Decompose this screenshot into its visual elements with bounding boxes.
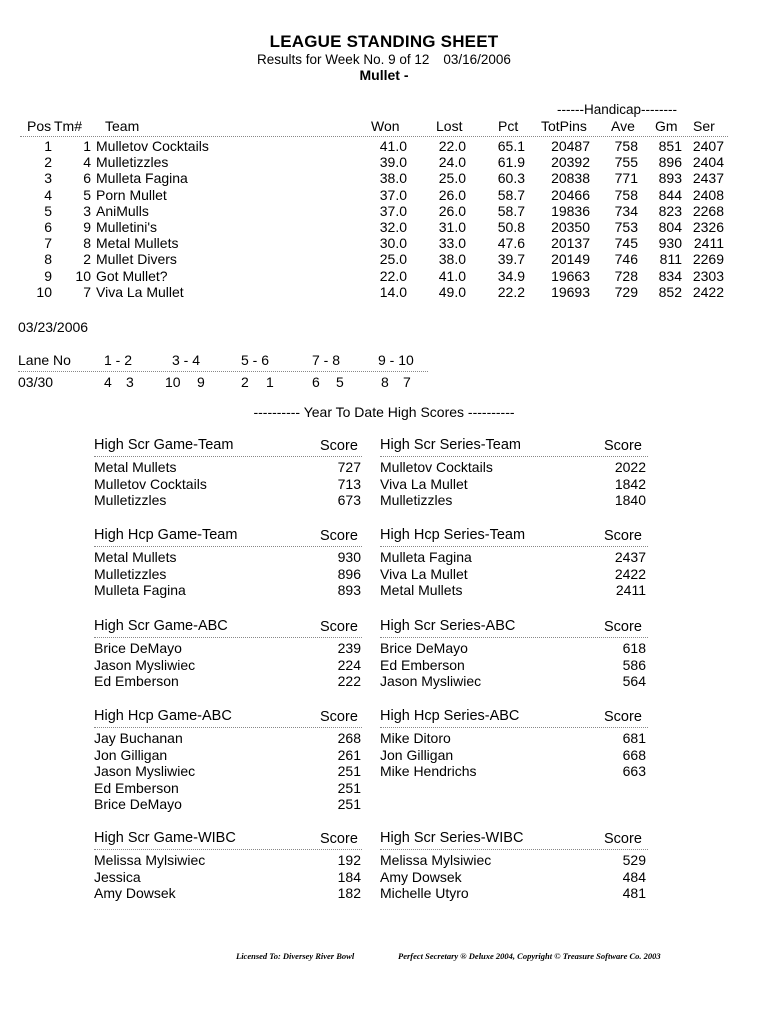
ytd-entry-score: 2022: [614, 459, 646, 475]
pairing-team: 8: [381, 374, 389, 390]
cell-tm: 2: [83, 251, 91, 268]
ytd-entry-name: Metal Mullets: [94, 459, 177, 475]
lane-pair-3: 5 - 6: [241, 352, 270, 368]
pairing-team: 4: [104, 374, 112, 390]
cell-won: 25.0: [379, 251, 407, 268]
cell-ser: 2411: [693, 235, 724, 252]
ytd-entry-name: Mike Hendrichs: [380, 763, 477, 779]
page-title: LEAGUE STANDING SHEET: [269, 32, 499, 51]
standings-header-row: [0, 118, 768, 134]
ytd-section-rule: [380, 727, 648, 728]
ytd-entry-name: Jessica: [94, 868, 141, 885]
ytd-entry-score: 618: [622, 640, 646, 656]
standings-row: [0, 170, 768, 186]
cell-ave: 728: [614, 267, 638, 284]
ytd-section-title: High Hcp Game-ABC: [94, 708, 232, 724]
cell-tm: 4: [83, 154, 91, 171]
results-week-label: Results for Week No. 9 of 12: [257, 52, 430, 67]
ytd-section-rule: [94, 456, 362, 457]
cell-pct: 34.9: [497, 267, 525, 284]
cell-tm: 6: [83, 170, 91, 187]
cell-lost: 41.0: [438, 267, 466, 284]
cell-won: 39.0: [379, 154, 407, 171]
cell-tm: 7: [83, 283, 91, 300]
cell-ave: 745: [614, 235, 638, 252]
ytd-entry-score: 261: [337, 746, 361, 763]
ytd-entry-score: 681: [622, 730, 646, 746]
ytd-entry-name: Mulletov Cocktails: [380, 459, 493, 475]
cell-ave: 729: [614, 283, 638, 300]
cell-lost: 24.0: [438, 154, 466, 171]
ytd-score-label: Score: [604, 438, 642, 454]
ytd-entry-score: 239: [337, 640, 361, 656]
ytd-entry-name: Mulletov Cocktails: [94, 475, 207, 492]
column-header-totpins: TotPins: [541, 118, 587, 134]
cell-won: 37.0: [379, 186, 407, 203]
ytd-entry-score: 713: [337, 475, 361, 492]
standings-row: [0, 138, 768, 154]
ytd-score-label: Score: [320, 619, 358, 635]
ytd-entry-name: Metal Mullets: [380, 582, 463, 598]
cell-team: Mullet Divers: [96, 251, 177, 268]
ytd-entry-name: Ed Emberson: [94, 673, 179, 689]
pairing-team: 2: [241, 374, 249, 390]
ytd-entry-name: Ed Emberson: [380, 656, 465, 673]
lane-rule: [18, 371, 428, 372]
ytd-section-title: High Scr Series-ABC: [380, 618, 516, 634]
ytd-score-label: Score: [604, 528, 642, 544]
ytd-entry-score: 673: [337, 492, 361, 508]
cell-ser: 2268: [692, 202, 724, 219]
ytd-entry-name: Michelle Utyro: [380, 885, 469, 901]
cell-ave: 734: [614, 202, 638, 219]
ytd-section-title: High Hcp Game-Team: [94, 527, 238, 543]
cell-gm: 823: [658, 202, 682, 219]
cell-gm: 852: [658, 283, 682, 300]
cell-pct: 60.3: [497, 170, 525, 187]
ytd-score-label: Score: [604, 831, 642, 847]
cell-totpins: 19663: [551, 267, 590, 284]
lane-pair-5: 9 - 10: [378, 352, 414, 368]
cell-gm: 844: [658, 186, 682, 203]
cell-gm: 834: [658, 267, 682, 284]
ytd-entry-name: Viva La Mullet: [380, 475, 468, 492]
cell-pos: 10: [36, 283, 52, 300]
cell-pct: 65.1: [497, 138, 525, 154]
cell-totpins: 20487: [551, 138, 590, 154]
standings-row: [0, 268, 768, 284]
pairing-week-date: 03/30: [18, 374, 54, 390]
column-header-pct: Pct: [498, 118, 519, 134]
cell-pos: 6: [44, 219, 52, 235]
ytd-score-label: Score: [320, 709, 358, 725]
ytd-entry-name: Melissa Mylsiwiec: [380, 852, 492, 868]
ytd-entry-score: 268: [337, 730, 361, 746]
cell-lost: 38.0: [438, 251, 466, 268]
ytd-entry-name: Mulletizzles: [380, 492, 453, 508]
cell-team: Metal Mullets: [96, 235, 179, 252]
column-header-lost: Lost: [436, 118, 463, 134]
cell-ave: 771: [614, 170, 638, 187]
cell-lost: 33.0: [438, 235, 466, 252]
cell-tm: 1: [83, 138, 91, 154]
footer-licensed: Licensed To: Diversey River Bowl: [236, 951, 355, 961]
ytd-section-rule: [380, 637, 648, 638]
cell-totpins: 20137: [551, 235, 590, 252]
ytd-section-rule: [380, 546, 648, 547]
cell-totpins: 20466: [551, 186, 590, 203]
pairing-team: 9: [197, 374, 205, 390]
ytd-entry-name: Mike Ditoro: [380, 730, 451, 746]
standings-row: [0, 203, 768, 219]
cell-pct: 39.7: [497, 251, 525, 268]
lane-pair-4: 7 - 8: [312, 352, 341, 368]
footer-copyright: Perfect Secretary ® Deluxe 2004, Copyright © Treasure Software Co. 2003: [398, 951, 661, 961]
ytd-score-label: Score: [320, 831, 358, 847]
cell-totpins: 19836: [551, 202, 590, 219]
cell-pos: 7: [44, 235, 52, 252]
handicap-label: ------Handicap--------: [557, 102, 677, 117]
lane-pair-1: 1 - 2: [104, 352, 133, 368]
cell-pos: 3: [44, 170, 52, 187]
ytd-entry-score: 2411: [615, 582, 646, 598]
ytd-entry-score: 727: [337, 459, 361, 475]
ytd-entry-score: 484: [622, 868, 646, 885]
ytd-entry-name: Jason Mysliwiec: [380, 673, 482, 689]
results-subtitle: [0, 52, 768, 67]
lane-pair-2: 3 - 4: [172, 352, 201, 368]
cell-ser: 2303: [692, 267, 724, 284]
ytd-entry-score: 184: [337, 868, 361, 885]
ytd-section-rule: [380, 849, 648, 850]
ytd-section-title: High Hcp Series-Team: [380, 527, 526, 543]
cell-pos: 2: [44, 154, 52, 171]
cell-won: 22.0: [379, 267, 407, 284]
cell-team: Mulletov Cocktails: [96, 138, 209, 154]
ytd-entry-score: 251: [337, 779, 361, 796]
cell-tm: 10: [75, 267, 91, 284]
column-header-gm: Gm: [655, 118, 678, 134]
column-header-pos: Pos: [27, 118, 52, 134]
ytd-section-title: High Scr Game-ABC: [94, 618, 228, 634]
standings-row: [0, 251, 768, 267]
cell-totpins: 20149: [551, 251, 590, 268]
cell-gm: 811: [659, 251, 682, 268]
ytd-score-label: Score: [320, 528, 358, 544]
cell-pct: 61.9: [497, 154, 525, 171]
ytd-entry-score: 251: [337, 796, 361, 812]
cell-pos: 5: [44, 202, 52, 219]
ytd-section-rule: [380, 456, 648, 457]
ytd-entry-score: 192: [337, 852, 361, 868]
cell-team: Viva La Mullet: [96, 283, 184, 300]
cell-pct: 50.8: [497, 219, 525, 235]
column-header-ave: Ave: [611, 118, 635, 134]
pairing-team: 1: [266, 374, 274, 390]
ytd-entry-score: 896: [337, 565, 361, 582]
cell-won: 37.0: [379, 202, 407, 219]
cell-ave: 758: [614, 138, 638, 154]
ytd-score-label: Score: [320, 438, 358, 454]
cell-won: 30.0: [379, 235, 407, 252]
cell-team: Porn Mullet: [96, 186, 167, 203]
cell-team: Mulleta Fagina: [96, 170, 188, 187]
ytd-section-rule: [94, 637, 362, 638]
ytd-entry-score: 182: [337, 885, 361, 901]
cell-won: 14.0: [379, 283, 407, 300]
ytd-section-rule: [94, 727, 362, 728]
column-header-won: Won: [371, 118, 400, 134]
cell-tm: 9: [83, 219, 91, 235]
ytd-entry-name: Amy Dowsek: [94, 885, 176, 901]
cell-won: 32.0: [379, 219, 407, 235]
cell-ser: 2422: [692, 283, 724, 300]
cell-lost: 22.0: [438, 138, 466, 154]
cell-lost: 49.0: [438, 283, 466, 300]
pairing-team: 3: [126, 374, 134, 390]
lane-label: Lane No: [18, 352, 71, 368]
ytd-entry-name: Jay Buchanan: [94, 730, 183, 746]
ytd-section-rule: [94, 849, 362, 850]
ytd-entry-name: Metal Mullets: [94, 549, 177, 565]
ytd-entry-name: Mulletizzles: [94, 492, 167, 508]
ytd-entry-name: Viva La Mullet: [380, 565, 468, 582]
cell-lost: 26.0: [438, 186, 466, 203]
cell-pos: 9: [44, 267, 52, 284]
cell-pct: 58.7: [497, 202, 525, 219]
cell-ave: 746: [614, 251, 638, 268]
ytd-entry-score: 1842: [614, 475, 646, 492]
standings-header-rule: [20, 136, 728, 137]
ytd-entry-name: Melissa Mylsiwiec: [94, 852, 206, 868]
ytd-entry-name: Jon Gilligan: [94, 746, 168, 763]
column-header-team: Team: [105, 118, 140, 134]
cell-won: 41.0: [379, 138, 407, 154]
ytd-entry-score: 251: [337, 763, 361, 779]
ytd-entry-name: Mulleta Fagina: [94, 582, 186, 598]
standings-row: [0, 235, 768, 251]
cell-team: Got Mullet?: [96, 267, 168, 284]
ytd-entry-name: Brice DeMayo: [94, 640, 182, 656]
cell-pos: 8: [44, 251, 52, 268]
cell-ser: 2404: [692, 154, 724, 171]
cell-ser: 2326: [692, 219, 724, 235]
cell-pct: 47.6: [497, 235, 525, 252]
cell-totpins: 20392: [551, 154, 590, 171]
league-name: Mullet -: [359, 67, 409, 83]
ytd-score-label: Score: [604, 619, 642, 635]
cell-gm: 930: [658, 235, 682, 252]
ytd-section-title: High Hcp Series-ABC: [380, 708, 520, 724]
pairing-team: 7: [403, 374, 411, 390]
ytd-section-title: High Scr Game-WIBC: [94, 830, 236, 846]
ytd-entry-name: Jason Mysliwiec: [94, 763, 196, 779]
ytd-entry-name: Mulletizzles: [94, 565, 167, 582]
column-header-ser: Ser: [693, 118, 715, 134]
cell-tm: 5: [83, 186, 91, 203]
cell-ser: 2437: [692, 170, 724, 187]
cell-ser: 2408: [692, 186, 724, 203]
ytd-entry-score: 668: [622, 746, 646, 763]
column-header-tm: Tm#: [54, 118, 82, 134]
cell-lost: 31.0: [438, 219, 466, 235]
cell-ser: 2269: [692, 251, 724, 268]
results-date: 03/16/2006: [443, 52, 511, 67]
cell-team: Mulletini's: [96, 219, 158, 235]
cell-tm: 3: [83, 202, 91, 219]
cell-totpins: 20350: [551, 219, 590, 235]
ytd-section-title: High Scr Series-Team: [380, 437, 522, 453]
ytd-entry-score: 2437: [614, 549, 646, 565]
cell-gm: 893: [658, 170, 682, 187]
ytd-entry-name: Amy Dowsek: [380, 868, 462, 885]
ytd-section-title: High Scr Series-WIBC: [380, 830, 524, 846]
ytd-entry-name: Ed Emberson: [94, 779, 179, 796]
cell-gm: 851: [658, 138, 682, 154]
cell-pos: 4: [44, 186, 52, 203]
ytd-entry-score: 224: [337, 656, 361, 673]
ytd-score-label: Score: [604, 709, 642, 725]
ytd-entry-name: Brice DeMayo: [380, 640, 468, 656]
cell-ave: 753: [614, 219, 638, 235]
standings-row: [0, 219, 768, 235]
pairing-team: 5: [336, 374, 344, 390]
standings-row: [0, 154, 768, 170]
cell-ave: 755: [614, 154, 638, 171]
ytd-entry-score: 529: [622, 852, 646, 868]
cell-team: Mulletizzles: [96, 154, 169, 171]
cell-lost: 25.0: [438, 170, 466, 187]
standings-row: [0, 284, 768, 300]
cell-team: AniMulls: [96, 202, 149, 219]
cell-pos: 1: [44, 138, 52, 154]
ytd-entry-score: 930: [337, 549, 361, 565]
ytd-entry-score: 586: [622, 656, 646, 673]
ytd-section-title: High Scr Game-Team: [94, 437, 234, 453]
ytd-entry-score: 481: [622, 885, 646, 901]
ytd-entry-name: Jon Gilligan: [380, 746, 454, 763]
ytd-entry-score: 1840: [614, 492, 646, 508]
ytd-entry-name: Mulleta Fagina: [380, 549, 472, 565]
cell-won: 38.0: [379, 170, 407, 187]
cell-totpins: 19693: [551, 283, 590, 300]
schedule-date: 03/23/2006: [18, 319, 89, 335]
ytd-entry-score: 222: [337, 673, 361, 689]
standings-row: [0, 187, 768, 203]
cell-ave: 758: [614, 186, 638, 203]
ytd-entry-name: Brice DeMayo: [94, 796, 182, 812]
cell-ser: 2407: [692, 138, 724, 154]
ytd-entry-score: 893: [337, 582, 361, 598]
cell-lost: 26.0: [438, 202, 466, 219]
ytd-entry-name: Jason Mysliwiec: [94, 656, 196, 673]
cell-pct: 22.2: [497, 283, 525, 300]
cell-gm: 896: [658, 154, 682, 171]
ytd-entry-score: 2422: [614, 565, 646, 582]
cell-tm: 8: [83, 235, 91, 252]
ytd-entry-score: 663: [622, 763, 646, 779]
ytd-title: ---------- Year To Date High Scores ----------: [253, 404, 515, 420]
ytd-section-rule: [94, 546, 362, 547]
pairing-team: 10: [165, 374, 181, 390]
ytd-entry-score: 564: [622, 673, 646, 689]
cell-gm: 804: [658, 219, 682, 235]
cell-pct: 58.7: [497, 186, 525, 203]
pairing-team: 6: [312, 374, 320, 390]
cell-totpins: 20838: [551, 170, 590, 187]
